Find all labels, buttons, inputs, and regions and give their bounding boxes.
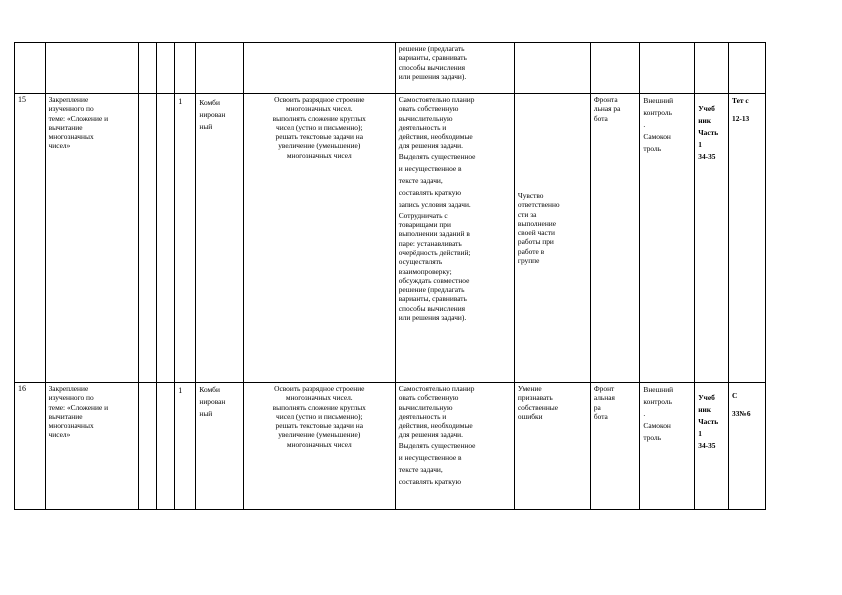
cell-empty bbox=[640, 43, 695, 94]
cell-empty bbox=[175, 43, 196, 94]
text-line: Закрепление bbox=[48, 384, 89, 393]
text-line: Комби bbox=[199, 98, 220, 107]
text-line: 33№6 bbox=[732, 409, 751, 418]
cell-empty bbox=[695, 43, 729, 94]
text-line: решать текстовые задачи на bbox=[275, 421, 364, 431]
text-line: альная bbox=[593, 393, 615, 403]
text-line: ошибки bbox=[517, 411, 543, 421]
homework bbox=[729, 383, 766, 510]
text-line: бота bbox=[593, 411, 608, 421]
text-line: решать текстовые задачи на bbox=[275, 132, 364, 142]
text-line: 1 bbox=[698, 140, 702, 149]
text-line: контроль bbox=[643, 108, 672, 117]
text-line: способы вычисления bbox=[398, 62, 466, 72]
lesson-type bbox=[196, 94, 243, 383]
text-line: многозначных чисел. bbox=[285, 104, 353, 114]
text-line: запись условия задачи. bbox=[398, 199, 471, 209]
text-line: вычислительную bbox=[398, 402, 453, 412]
lesson-topic bbox=[45, 383, 139, 510]
cell-empty bbox=[139, 43, 157, 94]
text-line: деятельность и bbox=[398, 122, 447, 132]
text-line: действия, необходимые bbox=[398, 421, 473, 431]
personal-results bbox=[514, 94, 590, 383]
text-line: работы при bbox=[517, 237, 554, 247]
text-line: ный bbox=[199, 122, 213, 131]
cell-empty bbox=[139, 94, 157, 383]
text-line: сти за bbox=[517, 209, 537, 219]
text-line: ник bbox=[698, 405, 712, 414]
work-form bbox=[590, 94, 640, 383]
cell-empty bbox=[514, 43, 590, 94]
control-type bbox=[640, 383, 695, 510]
text-line: работе в bbox=[517, 246, 545, 256]
textbook-reference bbox=[695, 94, 729, 383]
text-line: Умение bbox=[517, 384, 542, 393]
text-line: Комби bbox=[199, 385, 220, 394]
text-line: чисел (устно и письменно); bbox=[276, 122, 363, 132]
text-line: взаимопроверку; bbox=[398, 266, 452, 276]
text-line: или решения задачи). bbox=[398, 313, 467, 323]
text-line: нирован bbox=[199, 110, 226, 119]
text-line: выполнение bbox=[517, 218, 557, 228]
text-line: своей части bbox=[517, 228, 555, 238]
text-line: троль bbox=[643, 144, 662, 153]
text-line: решение (предлагать bbox=[398, 285, 465, 295]
lesson-content bbox=[243, 383, 395, 510]
table-row-continuation bbox=[15, 43, 766, 94]
text-line: для решения задачи. bbox=[398, 141, 463, 151]
text-line: многозначных чисел bbox=[286, 439, 352, 449]
text-line: многозначных чисел. bbox=[285, 393, 353, 403]
text-line: действия, необходимые bbox=[398, 132, 473, 142]
text-line: . bbox=[643, 120, 646, 129]
text-line: Выделять существенное bbox=[398, 440, 476, 450]
cell-empty bbox=[15, 43, 46, 94]
text-line: Часть bbox=[698, 128, 719, 137]
table-row-lesson-15 bbox=[15, 94, 766, 383]
text-line: 1 bbox=[698, 429, 702, 438]
cell-empty bbox=[243, 43, 395, 94]
text-line: Самостоятельно планир bbox=[398, 384, 475, 393]
lesson-hours: 1 bbox=[175, 383, 196, 510]
text-line: многозначных bbox=[48, 421, 94, 431]
text-line: теме: «Сложение и bbox=[48, 402, 109, 412]
text-line: выполнять сложение круглых bbox=[272, 402, 366, 412]
text-line: группе bbox=[517, 256, 540, 266]
table-row-lesson-16 bbox=[15, 383, 766, 510]
control-type bbox=[640, 94, 695, 383]
text-line: выполнять сложение круглых bbox=[272, 113, 366, 123]
cell-empty bbox=[157, 94, 175, 383]
text-line: троль bbox=[643, 433, 662, 442]
text-line: Тет с bbox=[732, 96, 749, 105]
text-line: составлять краткую bbox=[398, 476, 461, 486]
text-line: вычитание bbox=[48, 122, 83, 132]
text-line: товарищами при bbox=[398, 220, 451, 230]
cell-empty bbox=[139, 383, 157, 510]
text-line: Самостоятельно планир bbox=[398, 95, 475, 104]
text-line: изученного по bbox=[48, 393, 94, 403]
text-line: для решения задачи. bbox=[398, 430, 463, 440]
cell-empty bbox=[729, 43, 766, 94]
lesson-topic bbox=[45, 94, 139, 383]
text-line: ник bbox=[698, 116, 712, 125]
personal-results bbox=[514, 383, 590, 510]
text-line: Закрепление bbox=[48, 95, 89, 104]
text-line: Учеб bbox=[698, 393, 715, 402]
text-line: признавать bbox=[517, 393, 553, 403]
text-line: нирован bbox=[199, 397, 226, 406]
text-line: чисел (устно и письменно); bbox=[276, 411, 363, 421]
text-line: изученного по bbox=[48, 104, 94, 114]
text-line: паре: устанавливать bbox=[398, 238, 462, 248]
learning-activities bbox=[395, 383, 514, 510]
text-line: варианты, сравнивать bbox=[398, 53, 467, 63]
text-line: овать собственную bbox=[398, 393, 459, 403]
lesson-type bbox=[196, 383, 243, 510]
lesson-content bbox=[243, 94, 395, 383]
text-line: 12-13 bbox=[732, 114, 750, 123]
cell-empty bbox=[590, 43, 640, 94]
text-line: чисел» bbox=[48, 141, 71, 151]
text-line: Самокон bbox=[643, 421, 671, 430]
text-line: или решения задачи). bbox=[398, 71, 467, 81]
text-line: и несущественное в bbox=[398, 163, 462, 173]
lesson-number: 15 bbox=[15, 94, 46, 383]
text-line: бота bbox=[593, 113, 608, 123]
text-line: Выделять существенное bbox=[398, 151, 476, 161]
text-line: льная ра bbox=[593, 104, 621, 114]
text-line: С bbox=[732, 391, 738, 400]
text-line: увеличение (уменьшение) bbox=[278, 141, 361, 151]
strategies-continuation bbox=[395, 43, 514, 94]
cell-empty bbox=[45, 43, 139, 94]
text-line: многозначных bbox=[48, 132, 94, 142]
text-line: 34-35 bbox=[698, 441, 716, 450]
text-line: Фронта bbox=[593, 95, 618, 104]
text-line: очерёдность действий; bbox=[398, 247, 471, 257]
textbook-reference bbox=[695, 383, 729, 510]
text-line: Фронт bbox=[593, 384, 615, 393]
text-line: овать собственную bbox=[398, 104, 459, 114]
text-line: Освоить разрядное строение bbox=[274, 95, 365, 104]
text-line: составлять краткую bbox=[398, 187, 461, 197]
text-line: способы вычисления bbox=[398, 303, 466, 313]
text-line: обсуждать совместное bbox=[398, 275, 470, 285]
text-line: собственные bbox=[517, 402, 559, 412]
text-line: Сотрудничать с bbox=[398, 210, 448, 220]
text-line: Внешний bbox=[643, 385, 674, 394]
text-line: многозначных чисел bbox=[286, 150, 352, 160]
text-line: выполнении заданий в bbox=[398, 229, 470, 239]
text-line: решение (предлагать bbox=[398, 44, 465, 53]
text-line: ответственно bbox=[517, 200, 560, 210]
text-line: теме: «Сложение и bbox=[48, 113, 109, 123]
text-line: Часть bbox=[698, 417, 719, 426]
text-line: тексте задачи, bbox=[398, 464, 443, 474]
learning-activities bbox=[395, 94, 514, 383]
lesson-hours: 1 bbox=[175, 94, 196, 383]
text-line: осуществлять bbox=[398, 257, 443, 267]
text-line: . bbox=[643, 409, 646, 418]
cell-empty bbox=[196, 43, 243, 94]
text-line: Чувство bbox=[517, 191, 544, 200]
text-line: 34-35 bbox=[698, 152, 716, 161]
cell-empty bbox=[157, 383, 175, 510]
text-line: контроль bbox=[643, 397, 672, 406]
work-form bbox=[590, 383, 640, 510]
text-line: вычитание bbox=[48, 411, 83, 421]
lesson-plan-table bbox=[14, 42, 766, 510]
lesson-number: 16 bbox=[15, 383, 46, 510]
text-line: чисел» bbox=[48, 430, 71, 440]
text-line: и несущественное в bbox=[398, 452, 462, 462]
text-line: деятельность и bbox=[398, 411, 447, 421]
text-line: ра bbox=[593, 402, 601, 412]
cell-empty bbox=[157, 43, 175, 94]
text-line: тексте задачи, bbox=[398, 175, 443, 185]
homework bbox=[729, 94, 766, 383]
text-line: Самокон bbox=[643, 132, 671, 141]
text-line: увеличение (уменьшение) bbox=[278, 430, 361, 440]
text-line: варианты, сравнивать bbox=[398, 294, 467, 304]
text-line: Внешний bbox=[643, 96, 674, 105]
text-line: Освоить разрядное строение bbox=[274, 384, 365, 393]
text-line: ный bbox=[199, 409, 213, 418]
text-line: вычислительную bbox=[398, 113, 453, 123]
text-line: Учеб bbox=[698, 104, 715, 113]
